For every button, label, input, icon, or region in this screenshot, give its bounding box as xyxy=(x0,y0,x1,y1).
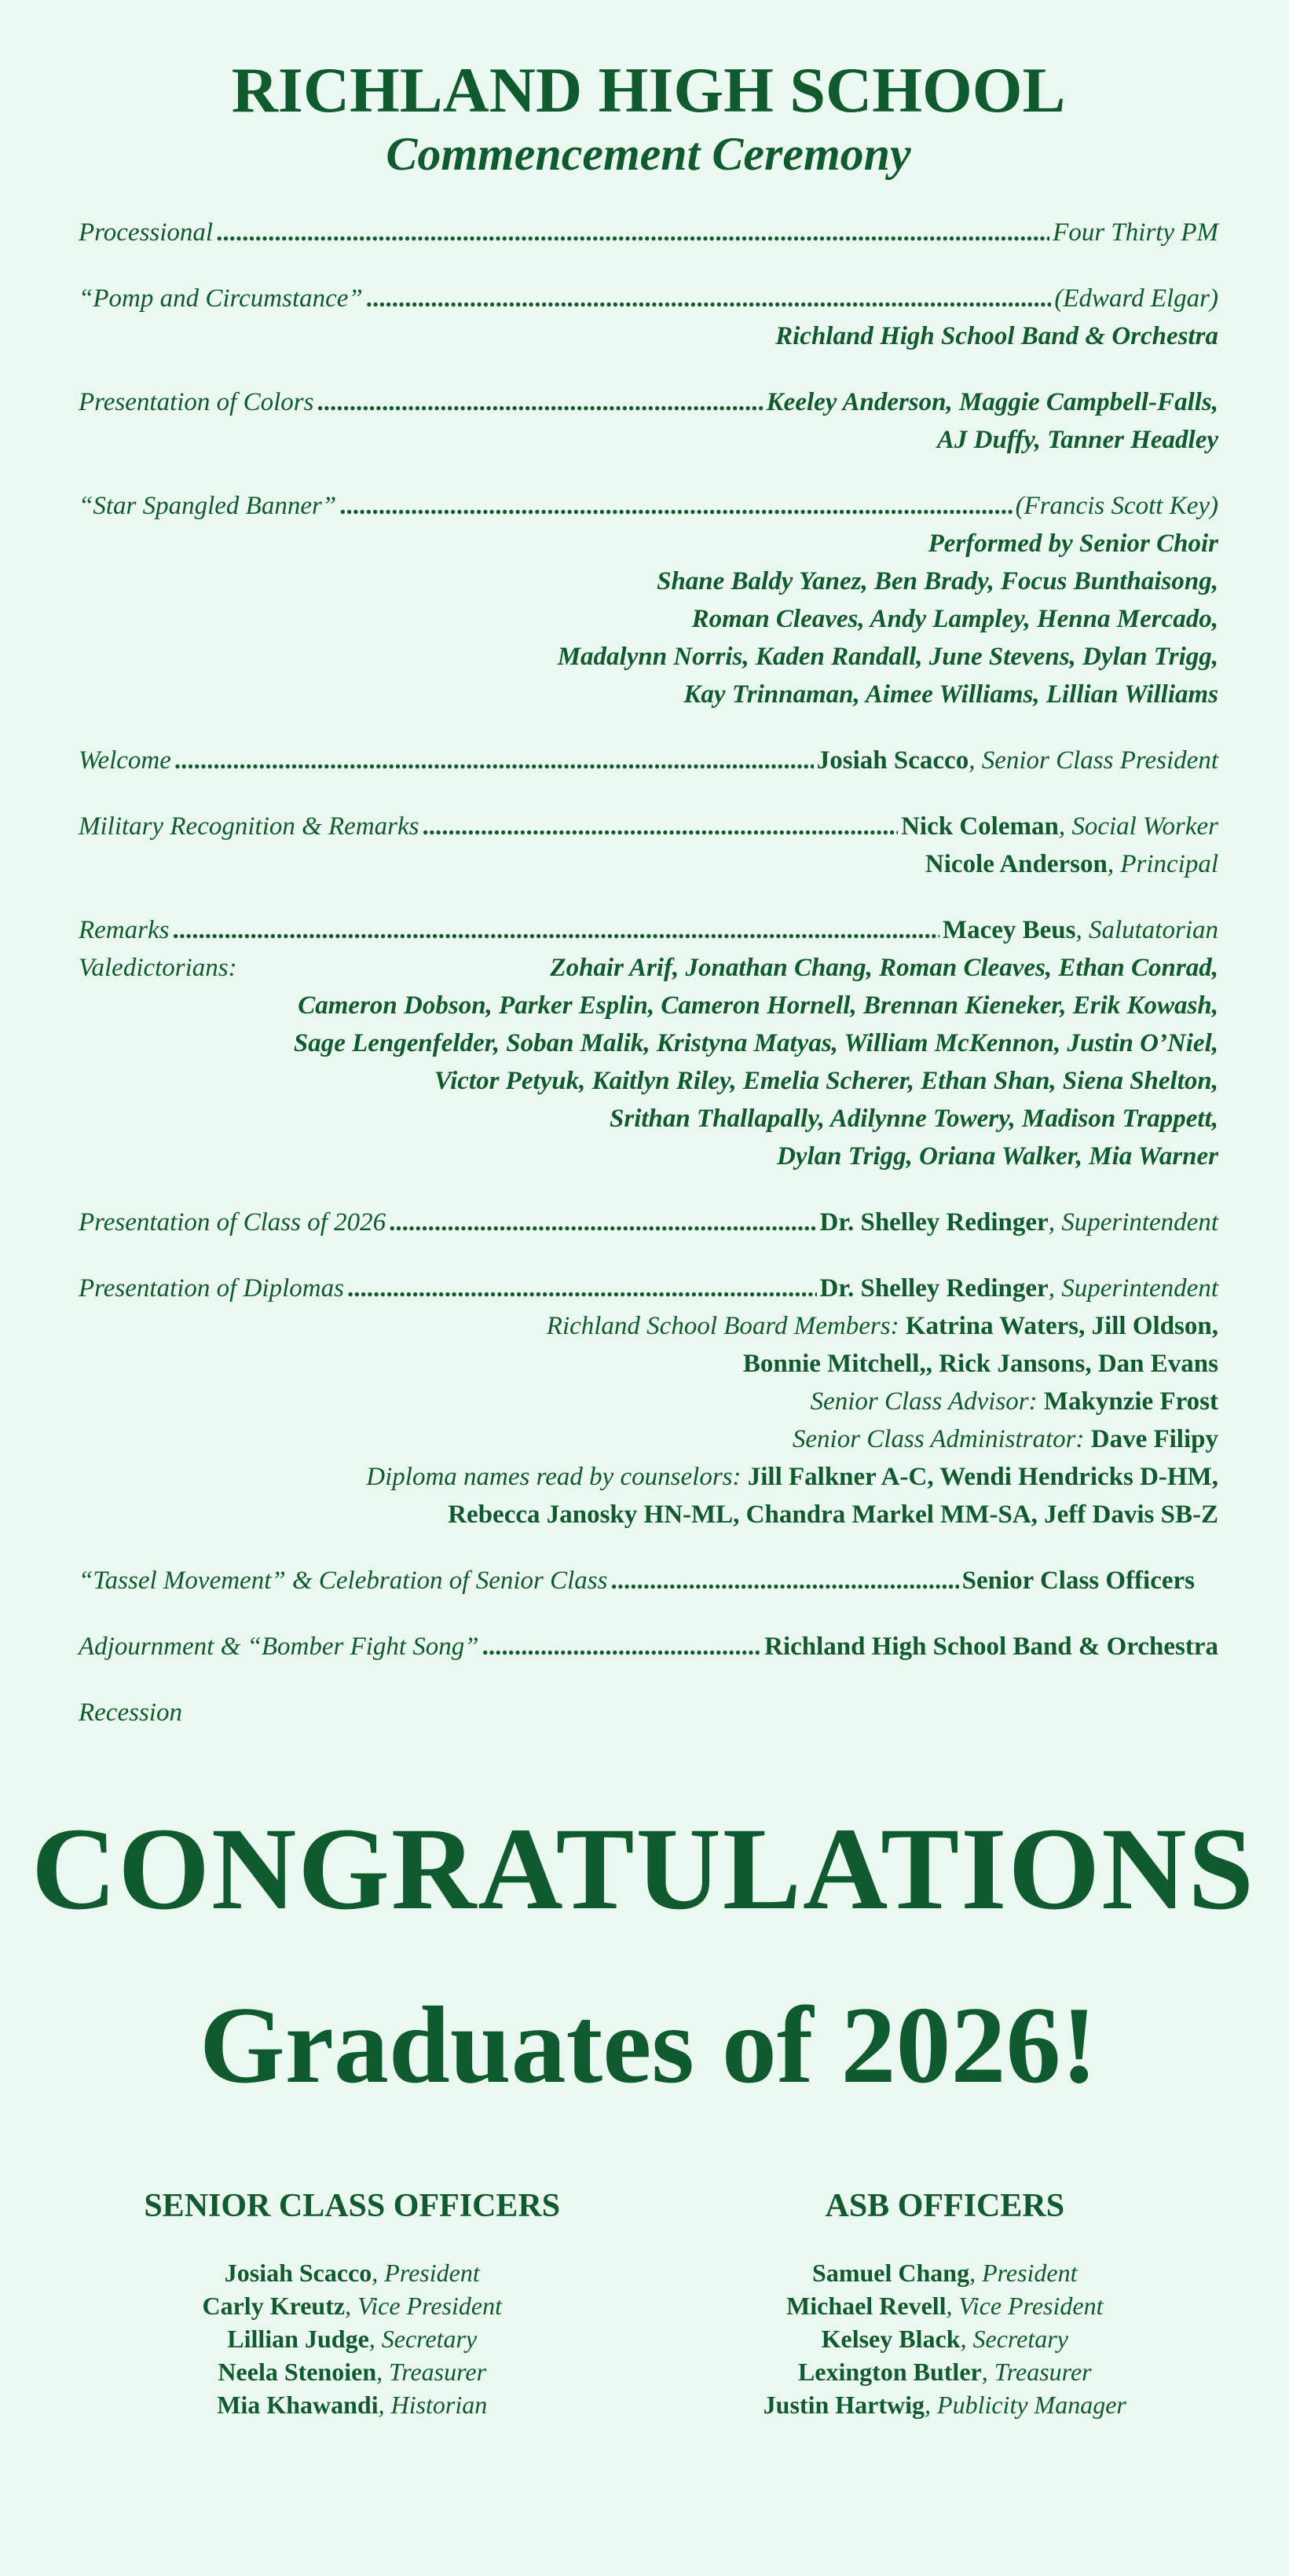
adjournment-right: Richland High School Band & Orchestra xyxy=(764,1632,1218,1662)
officer-name: Justin Hartwig xyxy=(763,2391,925,2420)
processional-time: Four Thirty PM xyxy=(1053,218,1218,247)
leader-dots xyxy=(216,214,1049,251)
officer-name: Samuel Chang xyxy=(812,2259,970,2288)
welcome-role: , Senior Class President xyxy=(969,746,1218,775)
officers-section xyxy=(79,2187,1218,2421)
valedictorians-line: Victor Petyuk, Kaitlyn Riley, Emelia Scherer, Ethan Shan, Siena Shelton, xyxy=(434,1067,1218,1096)
processional-item xyxy=(79,214,1218,251)
board-label: Richland School Board Members: xyxy=(546,1312,906,1341)
military-item xyxy=(79,808,1218,883)
officer-role: , Publicity Manager xyxy=(925,2391,1126,2420)
military-label: Military Recognition & Remarks xyxy=(79,812,419,841)
pomp-label: “Pomp and Circumstance” xyxy=(79,284,363,313)
remarks-name: Macey Beus xyxy=(942,916,1076,945)
colors-label: Presentation of Colors xyxy=(79,388,314,417)
officer-role: , Vice President xyxy=(345,2292,502,2321)
officer-role: , Vice President xyxy=(946,2292,1104,2321)
recession-label: Recession xyxy=(79,1698,182,1728)
diplomas-name: Dr. Shelley Redinger xyxy=(819,1274,1049,1303)
colors-names-cont: AJ Duffy, Tanner Headley xyxy=(936,426,1218,455)
valedictorians-line: Dylan Trigg, Oriana Walker, Mia Warner xyxy=(776,1142,1218,1171)
advisor-name: Makynzie Frost xyxy=(1043,1387,1218,1416)
class-role: , Superintendent xyxy=(1048,1208,1218,1237)
choir-line: Roman Cleaves, Andy Lampley, Henna Mercado, xyxy=(691,605,1218,634)
leader-dots xyxy=(174,742,814,779)
ceremony-subtitle: Commencement Ceremony xyxy=(386,128,911,181)
banner-performer: Performed by Senior Choir xyxy=(928,529,1218,559)
counselor-names-cont: Rebecca Janosky HN-ML, Chandra Markel MM-SA, Jeff Davis SB-Z xyxy=(448,1501,1218,1530)
colors-item xyxy=(79,383,1218,459)
tassel-item xyxy=(79,1562,1218,1599)
principal-role: , Principal xyxy=(1107,850,1218,879)
asb-officers-title: ASB OFFICERS xyxy=(825,2188,1065,2225)
colors-names: Keeley Anderson, Maggie Campbell-Falls, xyxy=(766,388,1218,417)
admin-label: Senior Class Administrator: xyxy=(792,1425,1091,1454)
principal-name: Nicole Anderson xyxy=(925,850,1108,879)
pomp-composer: (Edward Elgar) xyxy=(1054,284,1218,313)
diplomas-role: , Superintendent xyxy=(1048,1274,1218,1303)
leader-dots xyxy=(610,1562,958,1599)
processional-label: Processional xyxy=(79,218,214,247)
diplomas-item xyxy=(79,1270,1218,1534)
adjournment-item xyxy=(79,1628,1218,1665)
class-name: Dr. Shelley Redinger xyxy=(819,1208,1049,1237)
banner-label: “Star Spangled Banner” xyxy=(79,492,337,521)
class-label: Presentation of Class of 2026 xyxy=(79,1208,386,1237)
valedictorians-line: Srithan Thallapally, Adilynne Towery, Madison Trappett, xyxy=(610,1105,1218,1134)
welcome-item xyxy=(79,742,1218,779)
counselor-label: Diploma names read by counselors: xyxy=(366,1463,748,1492)
tassel-label: “Tassel Movement” & Celebration of Senior Class xyxy=(79,1566,608,1596)
adjournment-label: Adjournment & “Bomber Fight Song” xyxy=(79,1632,479,1662)
officer-role: , Secretary xyxy=(368,2325,478,2354)
valedictorians-line: Sage Lengenfelder, Soban Malik, Kristyna Matyas, William McKennon, Justin O’Niel, xyxy=(293,1029,1218,1058)
officer-name: Neela Stenoien xyxy=(218,2358,377,2387)
officer-role: , President xyxy=(372,2259,480,2288)
leader-dots xyxy=(423,808,899,845)
banner-item xyxy=(79,487,1218,713)
officer-name: Josiah Scacco xyxy=(224,2259,372,2288)
officer-name: Mia Khawandi xyxy=(217,2391,379,2420)
officer-role: , Treasurer xyxy=(981,2358,1092,2387)
class-item xyxy=(79,1204,1218,1241)
valedictorians-line: Cameron Dobson, Parker Esplin, Cameron Hornell, Brennan Kieneker, Erik Kowash, xyxy=(298,991,1218,1021)
choir-line: Shane Baldy Yanez, Ben Brady, Focus Bunthaisong, xyxy=(657,567,1218,596)
congratulations-heading: CONGRATULATIONS xyxy=(31,1804,1255,1935)
school-title: RICHLAND HIGH SCHOOL xyxy=(231,54,1066,126)
remarks-label: Remarks xyxy=(79,916,170,945)
banner-composer: (Francis Scott Key) xyxy=(1015,492,1218,521)
diplomas-label: Presentation of Diplomas xyxy=(79,1274,344,1303)
admin-name: Dave Filipy xyxy=(1090,1425,1218,1454)
valedictorians-line: Zohair Arif, Jonathan Chang, Roman Cleaves, Ethan Conrad, xyxy=(550,954,1218,983)
choir-line: Kay Trinnaman, Aimee Williams, Lillian Williams xyxy=(683,680,1218,709)
leader-dots xyxy=(339,487,1012,525)
officer-name: Lexington Butler xyxy=(797,2358,982,2387)
counselor-names: Jill Falkner A-C, Wendi Hendricks D-HM, xyxy=(747,1463,1218,1492)
officer-role: , President xyxy=(969,2259,1078,2288)
welcome-name: Josiah Scacco xyxy=(816,746,969,775)
officer-role: , Treasurer xyxy=(376,2358,487,2387)
advisor-label: Senior Class Advisor: xyxy=(810,1387,1044,1416)
pomp-item xyxy=(79,280,1218,355)
leader-dots xyxy=(347,1270,817,1307)
officer-role: , Secretary xyxy=(960,2325,1068,2354)
board-names-cont: Bonnie Mitchell,, Rick Jansons, Dan Evans xyxy=(742,1350,1218,1379)
welcome-label: Welcome xyxy=(79,746,171,775)
valedictorians-label: Valedictorians: xyxy=(79,954,237,983)
senior-officers xyxy=(79,2187,625,2421)
board-names: Katrina Waters, Jill Oldson, xyxy=(905,1312,1218,1341)
senior-officers-title: SENIOR CLASS OFFICERS xyxy=(144,2188,561,2225)
military-name: Nick Coleman xyxy=(901,812,1059,841)
leader-dots xyxy=(172,911,939,949)
choir-line: Madalynn Norris, Kaden Randall, June Stevens, Dylan Trigg, xyxy=(557,643,1218,672)
remarks-role: , Salutatorian xyxy=(1075,916,1218,945)
officer-name: Carly Kreutz xyxy=(202,2292,346,2321)
tassel-right: Senior Class Officers xyxy=(961,1566,1195,1596)
leader-dots xyxy=(317,383,763,421)
officer-role: , Historian xyxy=(378,2391,488,2420)
pomp-performer: Richland High School Band & Orchestra xyxy=(775,322,1218,351)
officer-name: Kelsey Black xyxy=(821,2325,961,2354)
military-role: , Social Worker xyxy=(1058,812,1218,841)
leader-dots xyxy=(389,1204,816,1241)
officer-name: Lillian Judge xyxy=(227,2325,369,2354)
leader-dots xyxy=(366,280,1052,317)
leader-dots xyxy=(482,1628,761,1665)
officer-name: Michael Revell xyxy=(786,2292,947,2321)
asb-officers xyxy=(672,2187,1218,2421)
remarks-item xyxy=(79,911,1218,1175)
graduates-heading: Graduates of 2026! xyxy=(199,1984,1098,2107)
